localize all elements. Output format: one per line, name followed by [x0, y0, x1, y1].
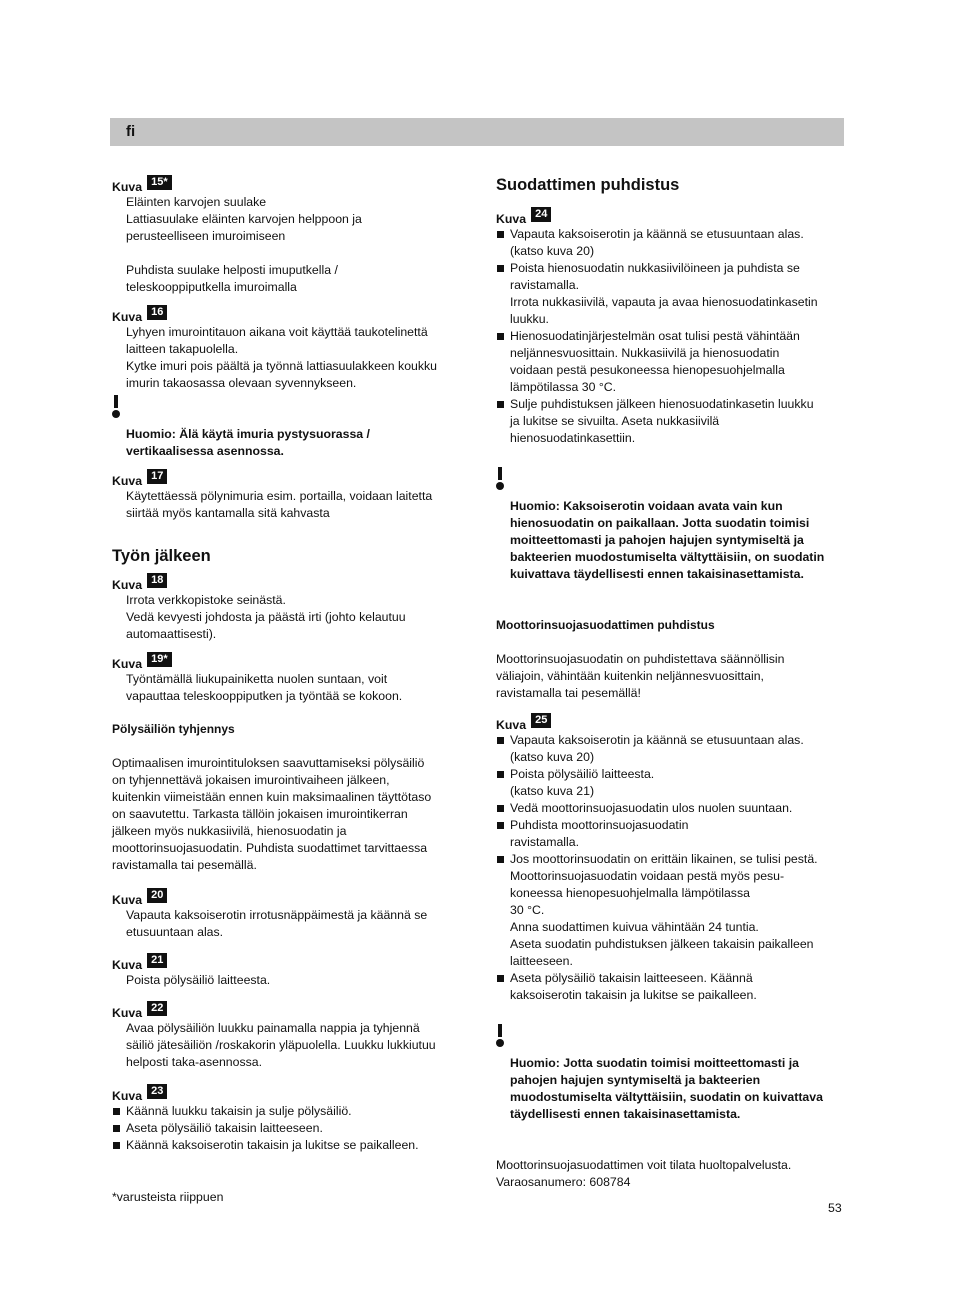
list-item: Vapauta kaksoiserotin ja käännä se etusuuntaan alas. (katso kuva 20)	[496, 732, 846, 766]
left-column	[112, 174, 462, 1154]
figure-number-badge: 19*	[147, 652, 172, 667]
figure-ref-19	[112, 651, 462, 671]
section-title-filter-cleaning: Suodattimen puhdistus	[496, 176, 680, 194]
figure-label: Kuva	[496, 718, 527, 732]
figure-number-badge: 23	[147, 1084, 167, 1099]
figure-number-badge: 24	[531, 207, 551, 222]
figure-ref-15	[112, 174, 462, 194]
motor-filter-text: Moottorinsuojasuodatin on puhdistettava säännöllisin väliajoin, vähintään kuitenkin neljännesvuosittain, ravistamalla tai pesemällä!	[496, 652, 785, 700]
list-item: Vapauta kaksoiserotin ja käännä se etusuuntaan alas. (katso kuva 20)	[496, 226, 846, 260]
figure-label: Kuva	[112, 578, 143, 592]
figure-20-text: Vapauta kaksoiserotin irrotusnäppäimestä ja käännä se etusuuntaan alas.	[126, 908, 428, 939]
list-item: Aseta pölysäiliö takaisin laitteeseen. Käännä kaksoiserotin takaisin ja lukitse se paikalleen.	[496, 970, 846, 1004]
footnote: *varusteista riippuen	[112, 1190, 224, 1204]
list-item: Vedä moottorinsuojasuodatin ulos nuolen suuntaan.	[496, 800, 846, 817]
figure-ref-20	[112, 887, 462, 907]
list-item: Sulje puhdistuksen jälkeen hienosuodatinkasetin luukku ja lukitse se sivuilta. Aseta nukkasiivilä hienosuodatinkasettiin.	[496, 396, 846, 447]
figure-number-badge: 16	[147, 305, 167, 320]
figure-label: Kuva	[112, 474, 143, 488]
warning-text: Huomio: Älä käytä imuria pystysuorassa / vertikaalisessa asennossa.	[126, 427, 370, 458]
list-item: Aseta pölysäiliö takaisin laitteeseen.	[112, 1120, 462, 1137]
figure-label: Kuva	[112, 1006, 143, 1020]
figure-22-text: Avaa pölysäiliön luukku painamalla nappia ja tyhjennä säiliö jätesäiliön /roskakorin yläpuolella. Luukku lukkiutuu helposti taka-asennossa.	[126, 1021, 436, 1069]
figure-number-badge: 18	[147, 573, 167, 588]
list-item: Hienosuodatinjärjestelmän osat tulisi pestä vähintään neljännesvuosittain. Nukkasiivilä ja hienosuodatin voidaan pestä pesukoneessa hienopesuohjelmalla lämpötilassa 30 °C.	[496, 328, 846, 396]
list-item: Käännä luukku takaisin ja sulje pölysäiliö.	[112, 1103, 462, 1120]
figure-label: Kuva	[112, 893, 143, 907]
figure-label: Kuva	[112, 657, 143, 671]
figure-ref-18	[112, 572, 462, 592]
figure-24-steps	[496, 226, 846, 447]
dust-emptying-text: Optimaalisen imurointituloksen saavuttamiseksi pölysäiliö on tyhjennettävä jokaisen imurointivaiheen jälkeen, kuitenkin viimeistään ennen kuin maksimaalinen täyttötaso on saavutettu. Tarkasta tällöin jokaisen imurointikerran jälkeen myös nukkasiivilä, hienosuodatin ja moottorinsuojasuodatin. Puhdista suodattimet tarvittaessa ravistamalla tai pesemällä.	[112, 756, 432, 872]
figure-label: Kuva	[112, 180, 143, 194]
figure-ref-25	[496, 712, 846, 732]
figure-ref-16	[112, 304, 462, 324]
language-code: fi	[126, 123, 136, 140]
figure-label: Kuva	[112, 310, 143, 324]
figure-23-steps	[112, 1103, 462, 1154]
spare-part-order-text: Moottorinsuojasuodattimen voit tilata huoltopalvelusta. Varaosanumero: 608784	[496, 1158, 792, 1189]
warning-notice	[496, 464, 846, 583]
figure-25-steps	[496, 732, 846, 1004]
figure-17-text: Käytettäessä pölynimuria esim. portailla, voidaan laitetta siirtää myös kantamalla sitä kahvasta	[126, 489, 433, 520]
figure-16-text: Lyhyen imurointitauon aikana voit käyttää taukotelinettä laitteen takapuolella. Kytke imuri pois päältä ja työnnä lattiasuulakkeen koukku imurin takaosassa olevaan syvennykseen.	[126, 325, 438, 390]
right-column	[496, 174, 846, 1191]
figure-label: Kuva	[112, 958, 143, 972]
warning-notice	[112, 392, 462, 460]
figure-19-text: Työntämällä liukupainiketta nuolen suntaan, voit vapauttaa teleskooppiputken ja työntää se kokoon.	[126, 672, 403, 703]
figure-number-badge: 17	[147, 469, 167, 484]
figure-ref-17	[112, 468, 462, 488]
figure-label: Kuva	[496, 212, 527, 226]
figure-18-text: Irrota verkkopistoke seinästä. Vedä kevyesti johdosta ja päästä irti (johto kelautuu automaattisesti).	[126, 593, 406, 641]
warning-text: Huomio: Jotta suodatin toimisi moitteettomasti ja pahojen hajujen syntymiseltä ja bakteerien muodostumiselta vältyttäisiin, suodatin on kuivattava täydellisesti ennen takaisinasettamista.	[510, 1056, 823, 1121]
warning-icon	[496, 467, 504, 491]
warning-text: Huomio: Kaksoiserotin voidaan avata vain kun hienosuodatin on paikallaan. Jotta suodatin toimisi moitteettomasti ja pahojen hajujen syntymiseltä ja bakteerien muodostumiselta vältyttäisiin, on suodatin kuivattava täydellisesti ennen takaisinasettamista.	[510, 499, 825, 581]
language-bar	[110, 118, 844, 146]
warning-icon	[496, 1024, 504, 1048]
figure-number-badge: 21	[147, 953, 167, 968]
list-item: Käännä kaksoiserotin takaisin ja lukitse se paikalleen.	[112, 1137, 462, 1154]
figure-ref-22	[112, 1000, 462, 1020]
figure-ref-24	[496, 206, 846, 226]
figure-15-text: Eläinten karvojen suulake Lattiasuulake eläinten karvojen helppoon ja perusteelliseen imuroimiseen Puhdista suulake helposti imuputkella / teleskooppiputkella imuroimalla	[126, 195, 362, 294]
subheading-dust-emptying: Pölysäiliön tyhjennys	[112, 722, 235, 736]
figure-21-text: Poista pölysäiliö laitteesta.	[126, 973, 271, 987]
list-item: Puhdista moottorinsuojasuodatin ravistamalla.	[496, 817, 846, 851]
list-item: Poista hienosuodatin nukkasiivilöineen ja puhdista se ravistamalla. Irrota nukkasiivilä, vapauta ja avaa hienosuodatinkasetin luukku.	[496, 260, 846, 328]
figure-label: Kuva	[112, 1089, 143, 1103]
figure-ref-21	[112, 952, 462, 972]
page-number: 53	[828, 1201, 842, 1215]
figure-number-badge: 22	[147, 1001, 167, 1016]
section-title-after-work: Työn jälkeen	[112, 547, 211, 565]
figure-number-badge: 20	[147, 888, 167, 903]
list-item: Jos moottorinsuodatin on erittäin likainen, se tulisi pestä. Moottorinsuojasuodatin voidaan pestä myös pesu- koneessa hienopesuohjelmalla lämpötilassa 30 °C. Anna suodattimen kuivua vähintään 24 tuntia. Aseta suodatin puhdistuksen jälkeen takaisin paikalleen laitteeseen.	[496, 851, 846, 970]
figure-number-badge: 25	[531, 713, 551, 728]
warning-notice	[496, 1021, 846, 1123]
figure-ref-23	[112, 1083, 462, 1103]
warning-icon	[112, 395, 120, 419]
subheading-motor-filter: Moottorinsuojasuodattimen puhdistus	[496, 618, 715, 632]
figure-number-badge: 15*	[147, 175, 172, 190]
list-item: Poista pölysäiliö laitteesta. (katso kuva 21)	[496, 766, 846, 800]
